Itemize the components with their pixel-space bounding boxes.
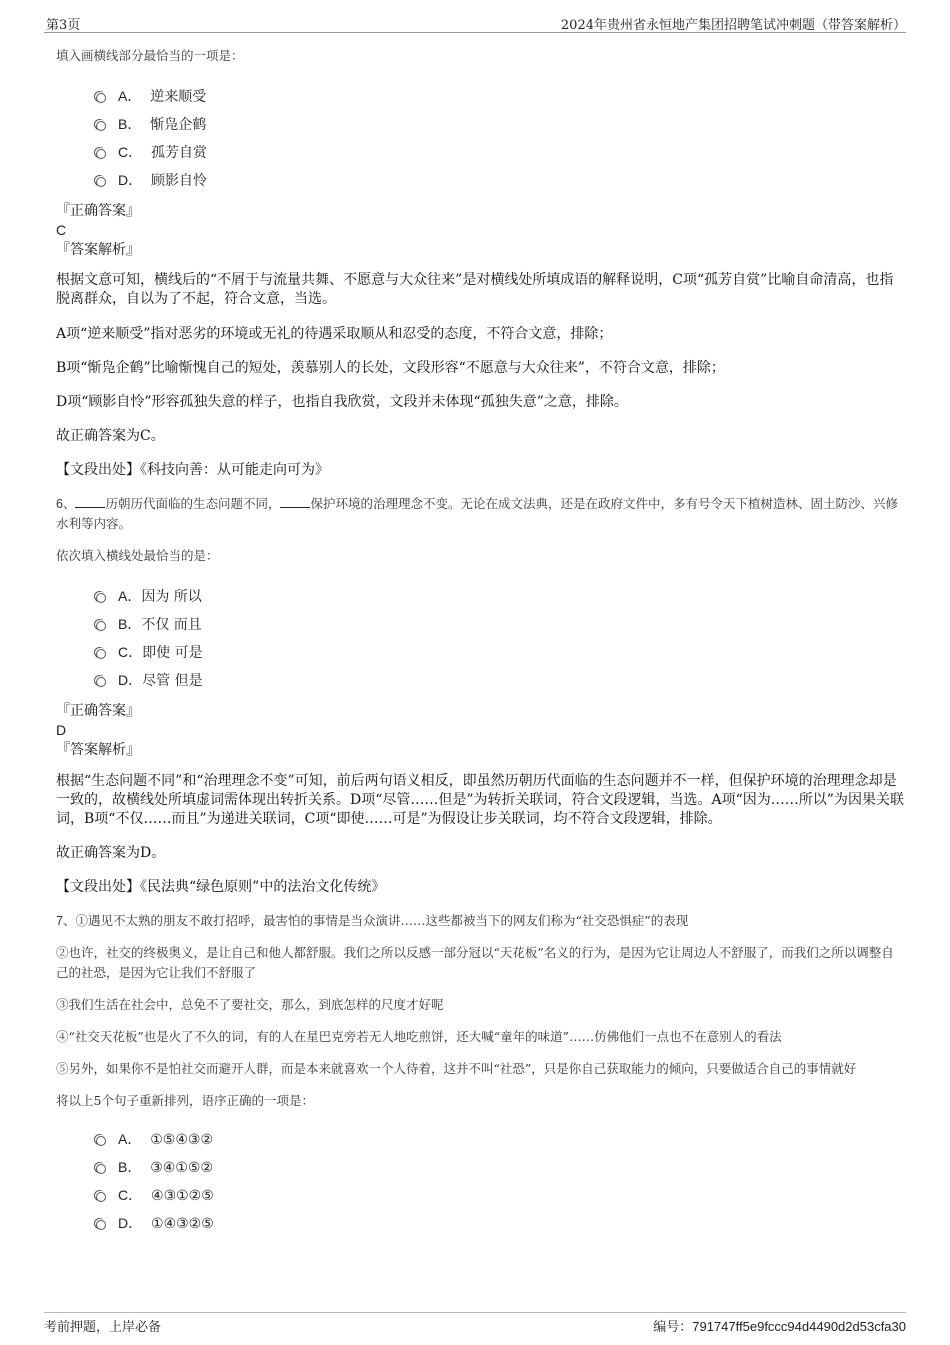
q5-conclusion: 故正确答案为C。 bbox=[56, 428, 165, 444]
q6-analysis-p1: 根据“生态问题不同”和“治理理念不变”可知，前后两句语义相反，即虽然历朝历代面临的生态问题并不一样，但保护环境的治理理念却是一致的，故横线处所填虚词需体现出转折关系。D项“尽管……但是”为转折关联词，符合文段逻辑，当选。A项“因为……所以”为因果关联词，B项“不仅……而且”为递进关联词，C项“即使……可是”为假设让步关联词，均不符合文段逻辑，排除。 bbox=[56, 773, 904, 827]
q5-option-b[interactable]: B． 惭凫企鹤 bbox=[96, 110, 904, 138]
q7-option-b[interactable]: B． ③④①⑤② bbox=[96, 1153, 904, 1181]
q7-sentence-2: ②也许，社交的终极奥义，是让自己和他人都舒服。我们之所以反感一部分冠以“天花板”名义的行为，是因为它让周边人不舒服了，而我们之所以调整自己的社恐，是因为它让我们不舒服了 bbox=[56, 945, 894, 980]
document-body bbox=[56, 46, 904, 1237]
option-text: 因为 所以 bbox=[141, 589, 202, 605]
q7-option-d[interactable]: D． ①④③②⑤ bbox=[96, 1209, 904, 1237]
option-text: ①⑤④③② bbox=[150, 1132, 214, 1148]
q5-analysis-label: 『答案解析』 bbox=[56, 242, 140, 258]
radio-icon[interactable] bbox=[96, 593, 106, 603]
q5-prompt: 填入画横线部分最恰当的一项是： bbox=[56, 48, 244, 63]
option-text: ③④①⑤② bbox=[150, 1160, 214, 1176]
q7-prompt: 将以上5个句子重新排列，语序正确的一项是： bbox=[56, 1093, 314, 1108]
radio-icon[interactable] bbox=[96, 1164, 106, 1174]
q7-option-a[interactable]: A． ①⑤④③② bbox=[96, 1125, 904, 1153]
q7-option-c[interactable]: C． ④③①②⑤ bbox=[96, 1181, 904, 1209]
radio-icon[interactable] bbox=[96, 621, 106, 631]
q6-option-a[interactable]: A．因为 所以 bbox=[96, 582, 904, 610]
q6-number: 6、 bbox=[56, 497, 76, 511]
page-header bbox=[44, 10, 906, 33]
radio-icon[interactable] bbox=[96, 1192, 106, 1202]
q6-option-c[interactable]: C．即使 可是 bbox=[96, 638, 904, 666]
q6-answer: D bbox=[56, 722, 67, 738]
blank-line bbox=[280, 495, 310, 508]
q5-option-c[interactable]: C． 孤芳自赏 bbox=[96, 138, 904, 166]
q5-analysis-p4: D项“顾影自怜”形容孤独失意的样子，也指自我欣赏，文段并未体现“孤独失意”之意，排除。 bbox=[56, 394, 628, 410]
footer-slogan: 考前押题，上岸必备 bbox=[44, 1320, 162, 1335]
document-title: 2024年贵州省永恒地产集团招聘笔试冲刺题（带答案解析） bbox=[560, 18, 906, 33]
option-text: ④③①②⑤ bbox=[151, 1188, 214, 1204]
option-text: 即使 可是 bbox=[142, 645, 203, 661]
option-text: 顾影自怜 bbox=[151, 173, 208, 189]
option-text: 孤芳自赏 bbox=[151, 145, 208, 161]
radio-icon[interactable] bbox=[96, 149, 106, 159]
q5-option-d[interactable]: D． 顾影自怜 bbox=[96, 166, 904, 194]
radio-icon[interactable] bbox=[96, 1136, 106, 1146]
q5-analysis-p3: B项“惭凫企鹤”比喻惭愧自己的短处，羡慕别人的长处，文段形容“不愿意与大众往来”，不符合文意，排除； bbox=[56, 360, 725, 376]
blank-line bbox=[75, 495, 105, 508]
q6-options bbox=[96, 582, 904, 694]
q5-options bbox=[96, 82, 904, 194]
radio-icon[interactable] bbox=[96, 93, 106, 103]
radio-icon[interactable] bbox=[96, 121, 106, 131]
q7-sentence-3: ③我们生活在社会中，总免不了要社交，那么，到底怎样的尺度才好呢 bbox=[56, 997, 444, 1012]
q5-option-a[interactable]: A． 逆来顺受 bbox=[96, 82, 904, 110]
q5-answer: C bbox=[56, 222, 67, 238]
q6-source: 【文段出处】《民法典“绿色原则”中的法治文化传统》 bbox=[56, 879, 386, 895]
option-text: 惭凫企鹤 bbox=[150, 117, 207, 133]
q7-sentence-4: ④“社交天花板”也是火了不久的词，有的人在星巴克旁若无人地吃煎饼，还大喊“童年的味道”……仿佛他们一点也不在意别人的看法 bbox=[56, 1029, 782, 1044]
document-code: 编号：791747ff5e9fccc94d4490d2d53cfa30 bbox=[653, 1319, 906, 1335]
q6-answer-label: 『正确答案』 bbox=[56, 703, 140, 719]
q6-stem: 6、 历朝历代面临的生态问题不同， 保护环境的治理理念不变。无论在成文法典，还是在政府文件中，多有号令天下植树造林、固土防沙、兴修水利等内容。 bbox=[56, 496, 898, 531]
radio-icon[interactable] bbox=[96, 649, 106, 659]
q6-option-d[interactable]: D．尽管 但是 bbox=[96, 666, 904, 694]
option-text: ①④③②⑤ bbox=[151, 1216, 214, 1232]
page-number: 第3页 bbox=[46, 18, 81, 33]
q6-prompt: 依次填入横线处最恰当的是： bbox=[56, 548, 219, 563]
radio-icon[interactable] bbox=[96, 1220, 106, 1230]
q7-sentence-1: 7、①遇见不太熟的朋友不敢打招呼，最害怕的事情是当众演讲……这些都被当下的网友们称为“社交恐惧症”的表现 bbox=[56, 913, 689, 928]
q6-analysis-label: 『答案解析』 bbox=[56, 742, 140, 758]
q7-number: 7、 bbox=[56, 914, 76, 928]
page-footer bbox=[44, 1312, 906, 1335]
q7-sentence-5: ⑤另外，如果你不是怕社交而避开人群，而是本来就喜欢一个人待着，这并不叫“社恐”，只是你自己获取能力的倾向，只要做适合自己的事情就好 bbox=[56, 1061, 857, 1076]
q6-conclusion: 故正确答案为D。 bbox=[56, 845, 166, 861]
option-text: 逆来顺受 bbox=[150, 89, 207, 105]
q7-options bbox=[96, 1125, 904, 1237]
q5-answer-label: 『正确答案』 bbox=[56, 203, 140, 219]
option-text: 不仅 而且 bbox=[141, 617, 202, 633]
option-text: 尽管 但是 bbox=[142, 673, 203, 689]
radio-icon[interactable] bbox=[96, 677, 106, 687]
q5-analysis-p2: A项“逆来顺受”指对恶劣的环境或无礼的待遇采取顺从和忍受的态度，不符合文意，排除； bbox=[56, 326, 613, 342]
q6-option-b[interactable]: B．不仅 而且 bbox=[96, 610, 904, 638]
q5-source: 【文段出处】《科技向善：从可能走向可为》 bbox=[56, 462, 329, 478]
radio-icon[interactable] bbox=[96, 177, 106, 187]
q5-analysis-p1: 根据文意可知，横线后的“不屑于与流量共舞、不愿意与大众往来”是对横线处所填成语的解释说明，C项“孤芳自赏”比喻自命清高，也指脱离群众，自以为了不起，符合文意，当选。 bbox=[56, 272, 894, 307]
